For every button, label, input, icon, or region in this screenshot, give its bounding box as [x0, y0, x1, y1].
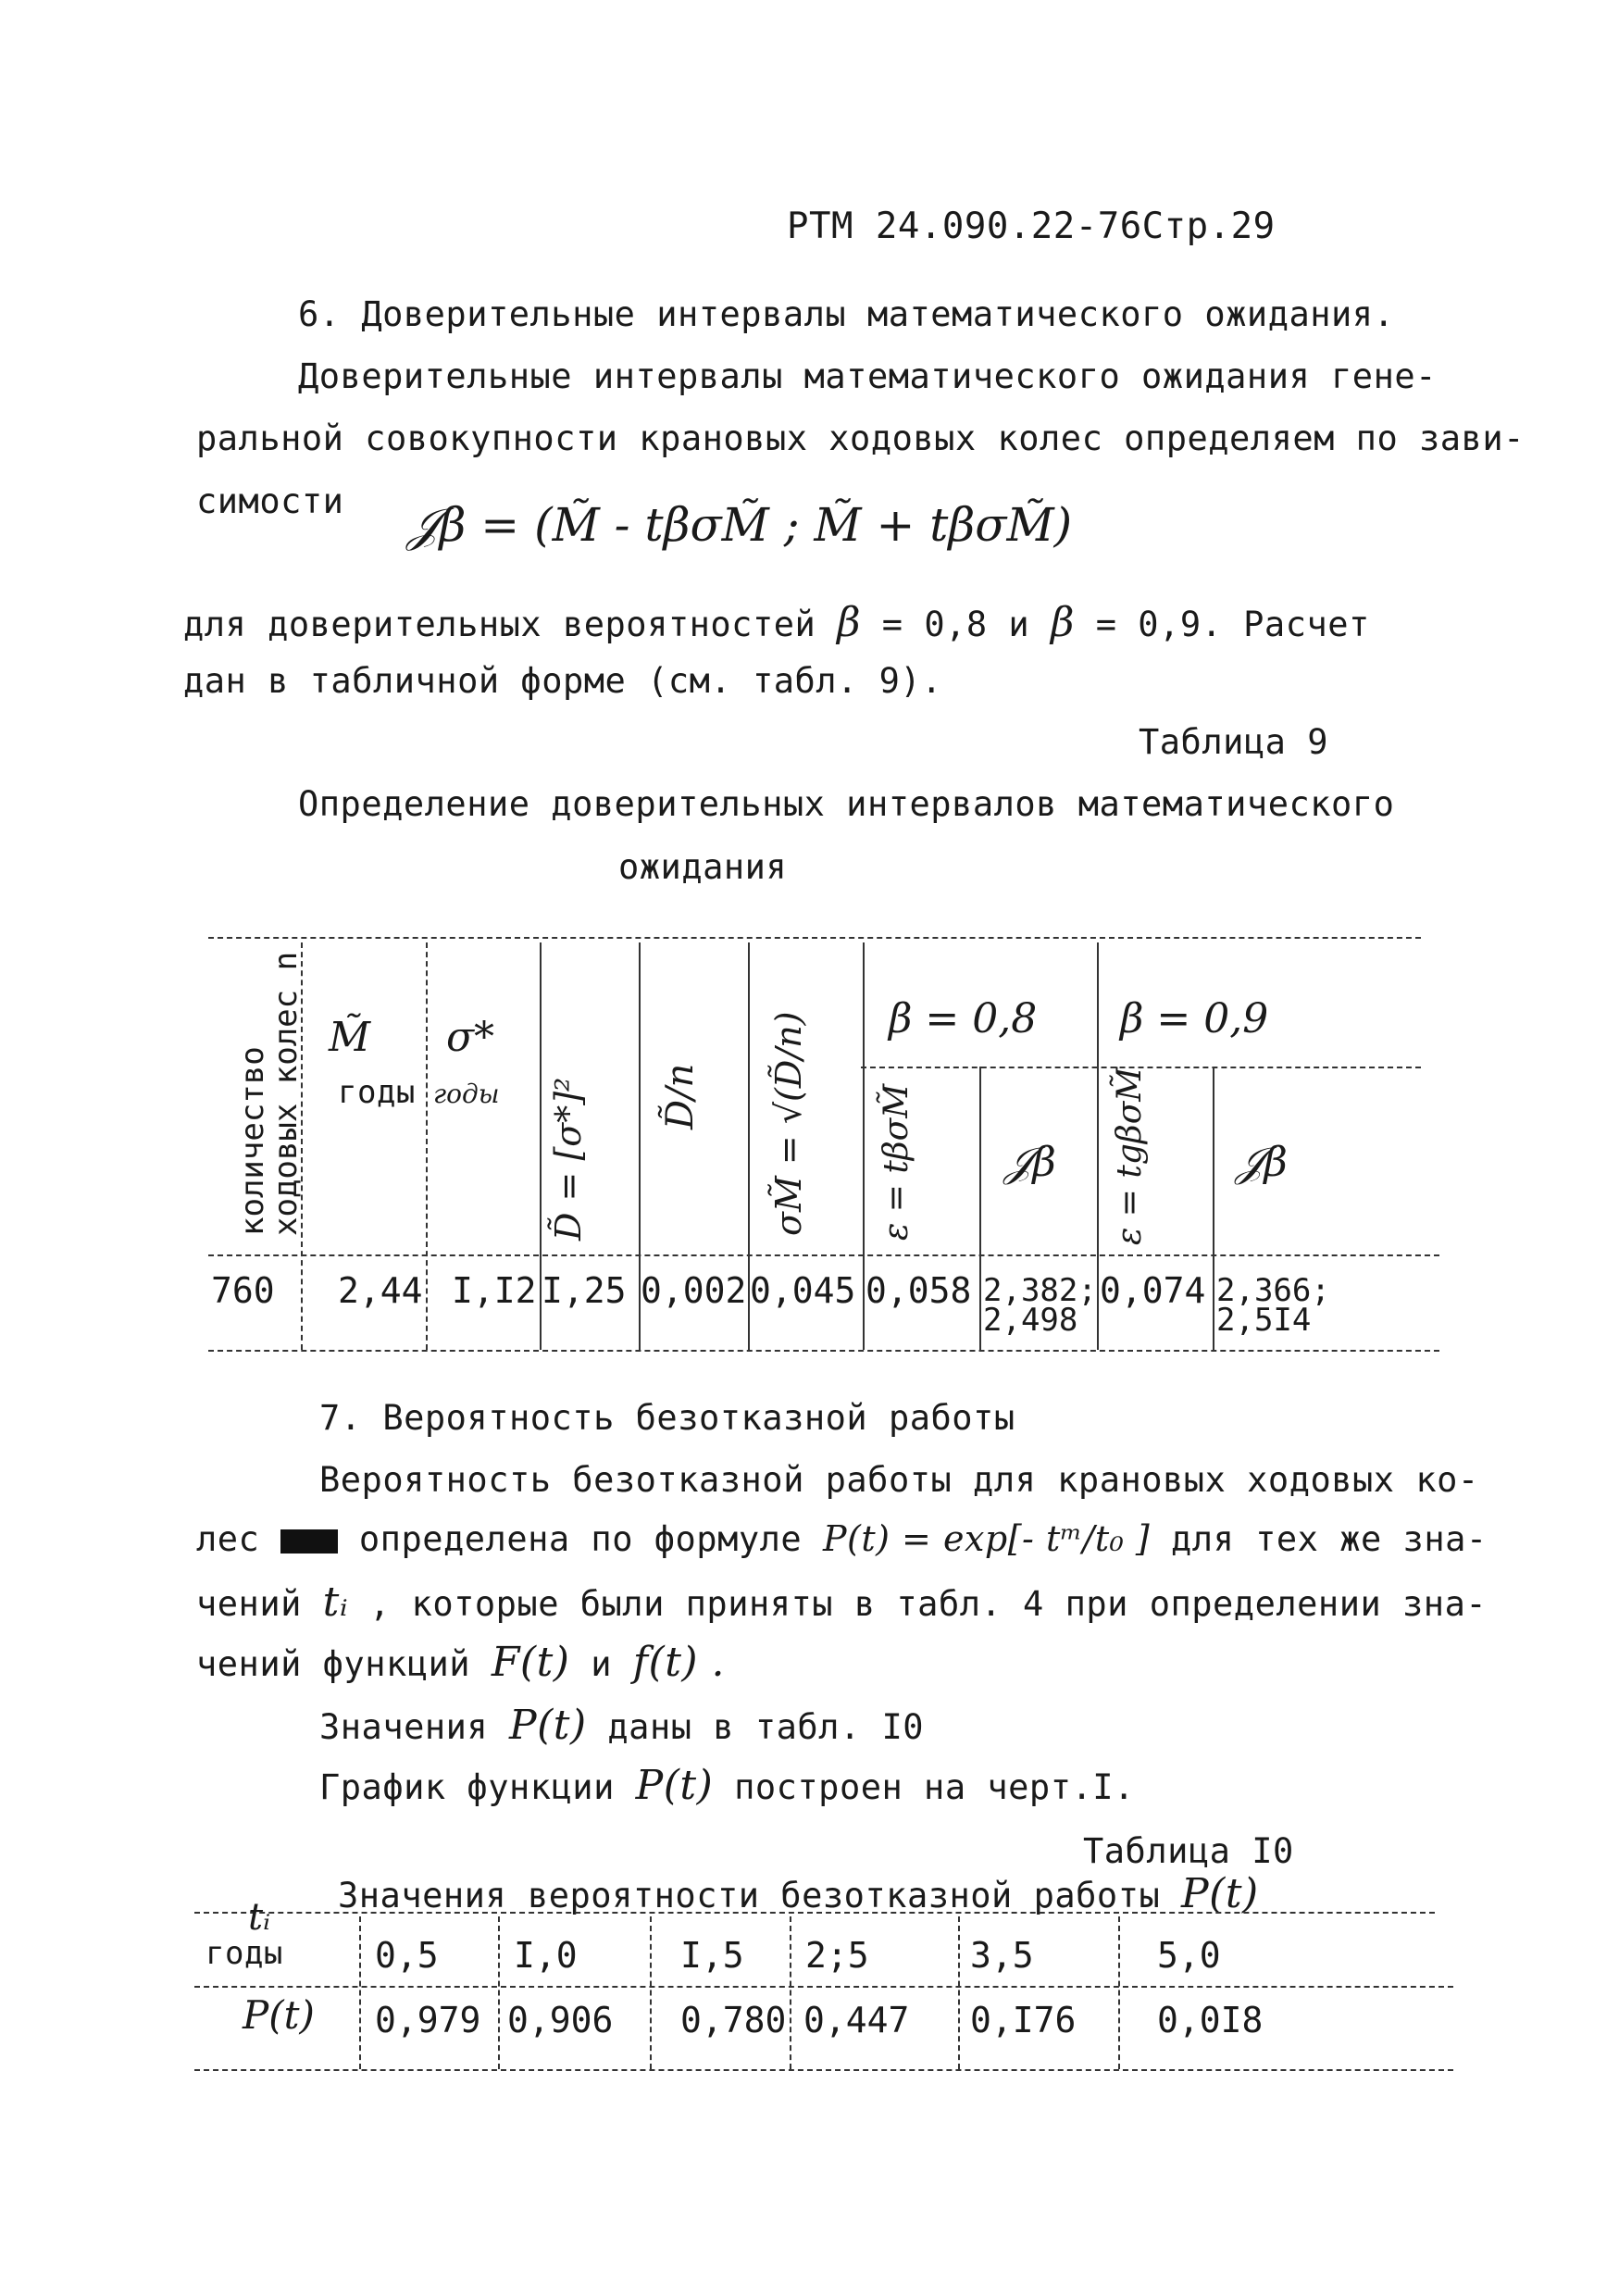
- column-header-epsilon-0-9: ε = tgβσM̃: [1111, 1067, 1149, 1245]
- text-fragment: для доверительных вероятностей: [183, 605, 816, 644]
- column-header-sigma-mean: σM̃ = √(D̃/n): [768, 1011, 809, 1236]
- column-header-sigma-unit: годы: [433, 1079, 500, 1109]
- function-p: P(t): [1181, 1870, 1259, 1917]
- text-fragment: , которые были приняты в табл. 4 при определении зна-: [369, 1584, 1488, 1624]
- text-fragment: чений функций: [196, 1644, 471, 1684]
- p-value: 0,0I8: [1157, 2000, 1264, 2040]
- column-header-mean: M̃: [329, 1014, 371, 1061]
- text-fragment: Значения вероятности безотказной работы: [338, 1876, 1161, 1915]
- table-divider: [790, 1916, 791, 2069]
- table-rule: [194, 2069, 1453, 2071]
- cell-epsilon-0-9: 0,074: [1100, 1270, 1206, 1311]
- section-6-paragraph-line-3: симости: [196, 481, 344, 521]
- cell-variance: I,25: [542, 1270, 627, 1311]
- section-7-line-5: [319, 1702, 924, 1749]
- cell-interval-0-8-upper: 2,498: [983, 1302, 1078, 1339]
- text-fragment: построен на черт.I.: [734, 1767, 1135, 1807]
- table-divider: [1213, 1067, 1214, 1350]
- section-6-paragraph-2-line-1: [183, 599, 1370, 646]
- row-header-p: P(t): [243, 1992, 315, 2038]
- p-value: 0,979: [375, 2000, 481, 2040]
- table-9-title-line-1: Определение доверительных интервалов математического: [298, 784, 1395, 824]
- text-fragment: Значения: [319, 1707, 489, 1747]
- column-header-epsilon-0-8: ε = tβσM̃: [878, 1083, 915, 1241]
- cell-wheel-count: 760: [211, 1270, 275, 1311]
- column-header-interval-0-8: 𝒥β: [1004, 1139, 1056, 1186]
- text-fragment: График функции: [319, 1767, 615, 1807]
- section-7-title: 7. Вероятность безотказной работы: [319, 1398, 1015, 1438]
- column-header-beta-0-9: β = 0,9: [1120, 995, 1269, 1042]
- table-divider: [359, 1916, 361, 2069]
- t-i-symbol: tᵢ: [322, 1578, 349, 1626]
- confidence-interval-formula: 𝒥β = (M̃ - tβσM̃ ; M̃ + tβσM̃): [407, 498, 1073, 552]
- section-7-line-2: [196, 1518, 1488, 1559]
- t-value: 5,0: [1157, 1935, 1221, 1976]
- p-value: 0,780: [680, 2000, 787, 2040]
- text-fragment: лес: [196, 1519, 260, 1559]
- table-rule: [194, 1986, 1453, 1988]
- cell-interval-0-8-lower: 2,382;: [983, 1272, 1097, 1309]
- table-divider: [426, 942, 428, 1350]
- cell-mean: 2,44: [338, 1270, 423, 1311]
- table-divider: [498, 1916, 500, 2069]
- p-value: 0,447: [803, 2000, 910, 2040]
- text-fragment: = 0,9. Расчет: [1095, 605, 1370, 644]
- p-value: 0,I76: [970, 2000, 1077, 2040]
- table-divider: [650, 1916, 652, 2069]
- text-fragment: даны в табл. I0: [607, 1707, 925, 1747]
- beta-symbol: β: [837, 599, 861, 646]
- cell-variance-per-n: 0,002: [641, 1270, 747, 1311]
- cell-interval-0-9-lower: 2,366;: [1216, 1272, 1330, 1309]
- redacted-mark: [280, 1529, 338, 1554]
- cell-sigma: I,I2: [452, 1270, 537, 1311]
- text-fragment: = 0,8 и: [881, 605, 1030, 644]
- beta-symbol: β: [1051, 599, 1075, 646]
- section-6-title: 6. Доверительные интервалы математического ожидания.: [298, 294, 1395, 334]
- row-header-years: годы: [205, 1935, 283, 1972]
- section-6-paragraph-2-line-2: дан в табличной форме (см. табл. 9).: [183, 661, 942, 701]
- section-6-paragraph-line-2: ральной совокупности крановых ходовых колес определяем по зави-: [196, 418, 1525, 458]
- table-divider: [958, 1916, 960, 2069]
- column-header-variance-per-n: D̃/n: [659, 1063, 702, 1129]
- document-code: РТМ 24.090.22-76Стр.29: [787, 206, 1276, 247]
- table-rule: [208, 937, 1421, 939]
- cell-sigma-mean: 0,045: [750, 1270, 856, 1311]
- section-7-line-6: [319, 1762, 1135, 1809]
- table-10-title: [338, 1870, 1259, 1917]
- section-7-line-1: Вероятность безотказной работы для крановых ходовых ко-: [319, 1460, 1479, 1500]
- text-fragment: и: [591, 1644, 612, 1684]
- column-header-interval-0-9: 𝒥β: [1236, 1139, 1288, 1186]
- table-10-label: Таблица I0: [1083, 1831, 1294, 1871]
- table-divider: [1097, 942, 1099, 1350]
- table-9-label: Таблица 9: [1139, 722, 1328, 762]
- function-f-small: f(t) .: [632, 1639, 726, 1686]
- section-6-paragraph-line-1: Доверительные интервалы математического ожидания гене-: [298, 356, 1437, 396]
- text-fragment: для тех же зна-: [1171, 1519, 1488, 1559]
- function-f-cap: F(t): [491, 1639, 570, 1686]
- row-header-t-symbol: tᵢ: [248, 1896, 271, 1939]
- column-header-beta-0-8: β = 0,8: [889, 995, 1038, 1042]
- table-rule: [194, 1912, 1435, 1914]
- table-divider: [863, 942, 865, 1350]
- table-divider: [1118, 1916, 1120, 2069]
- section-7-line-3: [196, 1578, 1487, 1626]
- text-fragment: определена по формуле: [358, 1519, 803, 1559]
- table-rule: [208, 1350, 1439, 1352]
- text-fragment: чений: [196, 1584, 302, 1624]
- t-value: 0,5: [375, 1935, 439, 1976]
- cell-interval-0-9-upper: 2,5I4: [1216, 1302, 1312, 1339]
- column-header-wheel-count: количество ходовых колес n: [234, 951, 305, 1236]
- column-header-mean-unit: годы: [338, 1074, 416, 1111]
- table-9-title-line-2: ожидания: [618, 847, 788, 887]
- t-value: 2;5: [805, 1935, 869, 1976]
- cell-epsilon-0-8: 0,058: [866, 1270, 972, 1311]
- table-rule: [208, 1254, 1439, 1256]
- t-value: I,0: [514, 1935, 578, 1976]
- section-7-line-4: [196, 1639, 725, 1686]
- t-value: I,5: [680, 1935, 744, 1976]
- function-p: P(t): [635, 1762, 714, 1809]
- reliability-formula: P(t) = exp[- tᵐ/t₀ ]: [822, 1518, 1151, 1559]
- table-divider: [979, 1067, 981, 1350]
- column-header-sigma: σ*: [446, 1014, 495, 1061]
- column-header-variance: D̃ = [σ*]²: [548, 1077, 589, 1241]
- t-value: 3,5: [970, 1935, 1034, 1976]
- p-value: 0,906: [507, 2000, 614, 2040]
- function-p: P(t): [509, 1702, 587, 1749]
